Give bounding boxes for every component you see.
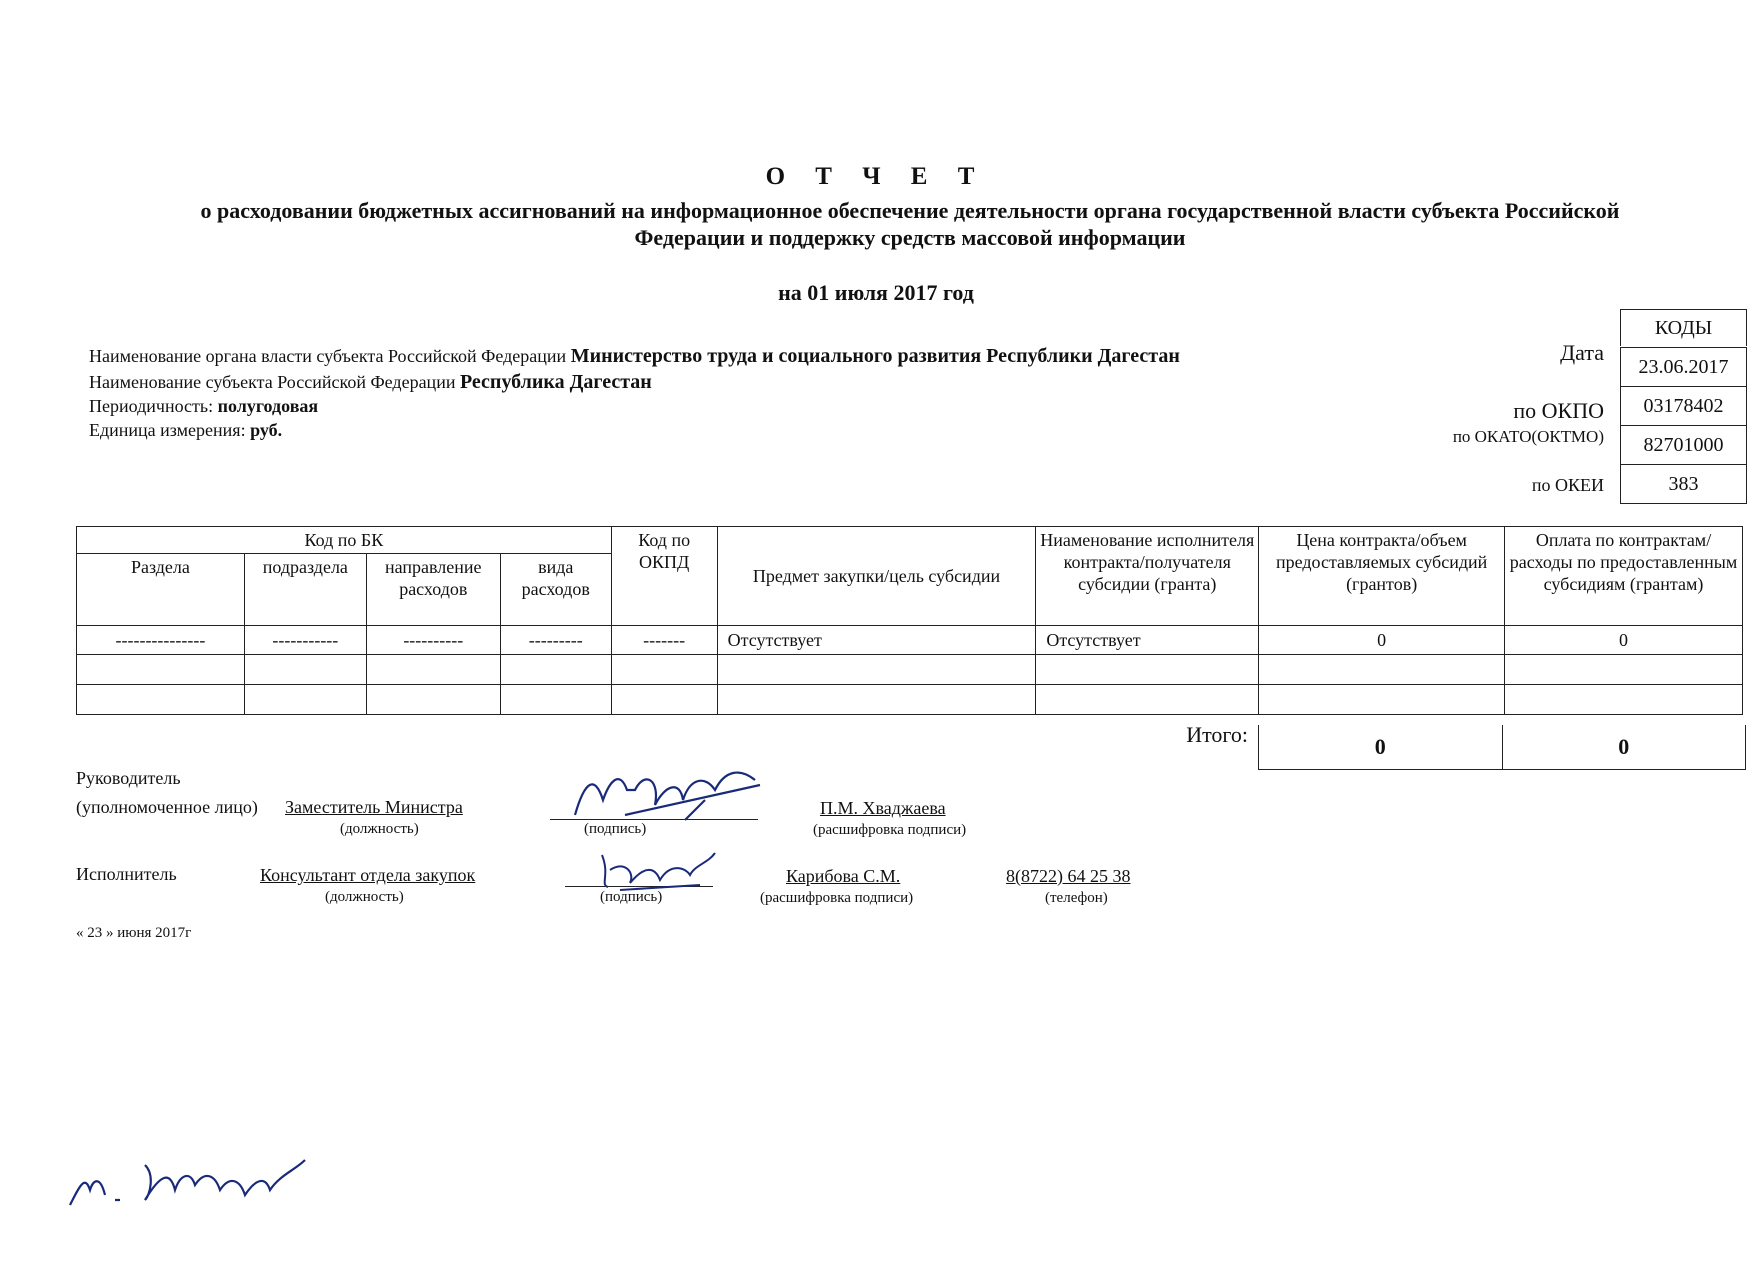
cell-razdela: ---------------	[77, 626, 245, 655]
header-kod-bk: Код по БК	[77, 527, 612, 554]
itogo-oplata: 0	[1618, 734, 1630, 759]
date-signed: « 23 » июня 2017г	[76, 925, 192, 941]
header-napravlenie: направление расходов	[366, 554, 500, 626]
codes-okei-value: 383	[1668, 473, 1699, 495]
codes-okato-label: по ОКАТО(ОКТМО)	[1452, 427, 1604, 446]
isp-position: Консультант отдела закупок	[260, 865, 476, 885]
subject-line	[89, 371, 652, 394]
organ-line	[89, 345, 1180, 368]
isp-cap-phone: (телефон)	[1045, 890, 1108, 906]
report-subtitle: о расходовании бюджетных ассигнований на информационное обеспечение деятельности органа государственной власти субъекта Российской Федерации и поддержку средств массовой информации	[200, 198, 1620, 250]
ruk-label-2: (уполномоченное лицо)	[76, 797, 258, 817]
isp-name: Карибова С.М.	[786, 866, 901, 886]
codes-okpo-value: 03178402	[1621, 387, 1746, 426]
codes-okato-value: 82701000	[1621, 426, 1746, 465]
isp-phone: 8(8722) 64 25 38	[1006, 866, 1131, 886]
cell-okpd: -------	[611, 626, 717, 655]
handwritten-initials-icon	[65, 1145, 315, 1215]
itogo-cena: 0	[1259, 725, 1503, 769]
ruk-name: П.М. Хваджаева	[820, 798, 946, 818]
cell-cena: 0	[1259, 626, 1505, 655]
report-title: О Т Ч Е Т	[765, 163, 987, 190]
unit-line	[89, 420, 282, 441]
report-date-line: на 01 июля 2017 год	[778, 280, 974, 305]
cell-predmet: Отсутствует	[717, 626, 1036, 655]
itogo-box	[1258, 725, 1746, 770]
period-line	[89, 396, 318, 417]
cell-oplata: 0	[1505, 626, 1743, 655]
header-razdela: Раздела	[77, 554, 245, 626]
codes-header: КОДЫ	[1620, 309, 1747, 346]
subject-label: Наименование субъекта Российской Федерации	[89, 372, 456, 392]
period-value: полугодовая	[217, 396, 319, 416]
organ-label: Наименование органа власти субъекта Российской Федерации	[89, 346, 567, 366]
header-oplata: Оплата по контрактам/расходы по предоставленным субсидиям (грантам)	[1505, 527, 1743, 626]
codes-okei-label: по ОКЕИ	[1531, 475, 1604, 495]
isp-cap-position: (должность)	[325, 889, 404, 905]
isp-cap-signature: (подпись)	[600, 889, 663, 905]
period-label: Периодичность:	[89, 396, 214, 416]
header-predmet: Предмет закупки/цель субсидии	[717, 527, 1036, 626]
table-row	[77, 685, 1743, 715]
unit-value: руб.	[250, 420, 283, 440]
cell-vida: ---------	[500, 626, 611, 655]
cell-podrazdela: -----------	[244, 626, 366, 655]
table-row	[77, 655, 1743, 685]
ruk-label: Руководитель	[76, 768, 181, 788]
header-podrazdela: подраздела	[244, 554, 366, 626]
codes-date-value: 23.06.2017	[1621, 348, 1746, 387]
unit-label: Единица измерения:	[89, 420, 246, 440]
subject-value: Республика Дагестан	[459, 371, 652, 393]
codes-box	[1620, 347, 1747, 504]
organ-value: Министерство труда и социального развития Республики Дагестан	[570, 345, 1180, 367]
header-vida: вида расходов	[500, 554, 611, 626]
ruk-cap-position: (должность)	[340, 821, 419, 837]
table-row	[77, 626, 1743, 655]
header-okpd: Код по ОКПД	[611, 527, 717, 626]
ruk-cap-signature: (подпись)	[584, 821, 647, 837]
isp-label: Исполнитель	[76, 864, 177, 884]
report-table	[76, 526, 1743, 715]
ruk-position: Заместитель Министра	[285, 797, 463, 817]
ruk-cap-decode: (расшифровка подписи)	[813, 822, 967, 838]
header-cena: Цена контракта/объем предоставляемых субсидий (грантов)	[1259, 527, 1505, 626]
codes-okpo-label: по ОКПО	[1513, 398, 1604, 423]
cell-naimenovanie: Отсутствует	[1036, 626, 1259, 655]
header-naimenovanie: Ниаменование исполнителя контракта/получателя субсидии (гранта)	[1036, 527, 1259, 626]
itogo-label: Итого:	[1186, 722, 1248, 747]
codes-date-label: Дата	[1560, 340, 1604, 365]
isp-cap-decode: (расшифровка подписи)	[760, 890, 914, 906]
cell-napravlenie: ----------	[366, 626, 500, 655]
